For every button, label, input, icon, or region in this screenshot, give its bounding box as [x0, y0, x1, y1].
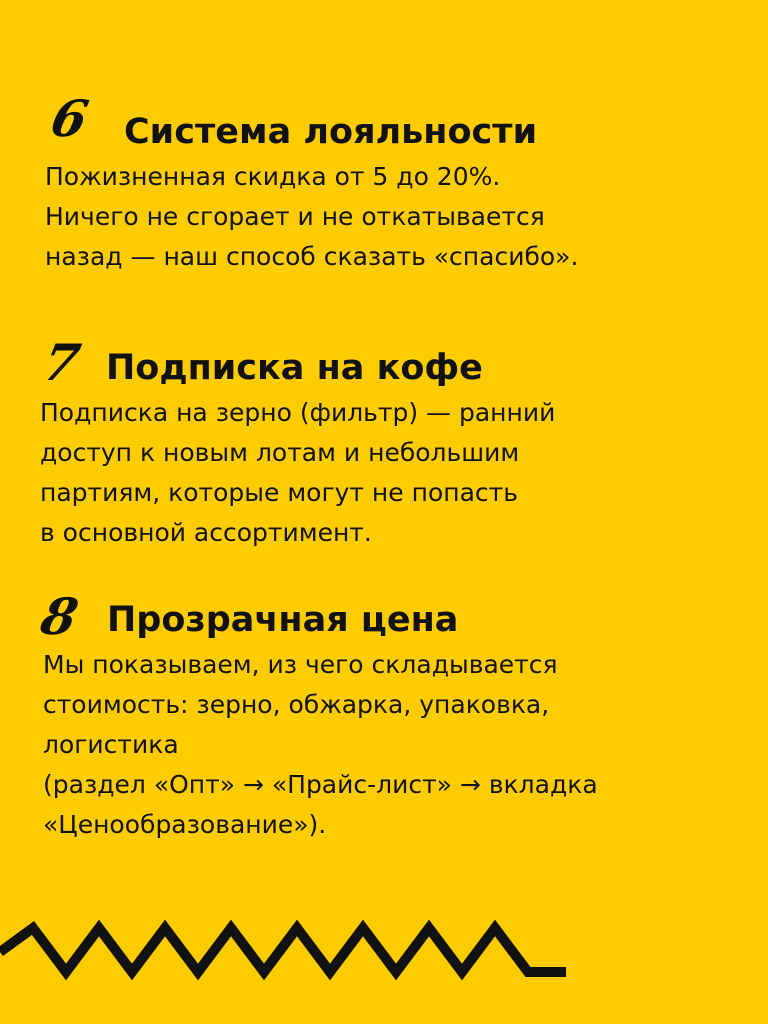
section-number: 6	[45, 89, 94, 148]
section-title: Система лояльности	[124, 112, 538, 152]
body-line: доступ к новым лотам и небольшим	[40, 438, 520, 467]
body-line: Подписка на зерно (фильтр) — ранний	[40, 398, 556, 427]
section-title: Подписка на кофе	[106, 348, 483, 388]
body-line: в основной ассортимент.	[40, 518, 372, 547]
section-number: 7	[37, 333, 86, 392]
section-number: 8	[35, 587, 84, 646]
body-line: Мы показываем, из чего складывается	[43, 650, 558, 679]
body-line: стоимость: зерно, обжарка, упаковка,	[43, 690, 550, 719]
body-line: (раздел «Опт» → «Прайс-лист» → вкладка	[43, 770, 598, 799]
zigzag-stroke	[0, 928, 566, 972]
body-line: логистика	[43, 730, 179, 759]
body-line: Пожизненная скидка от 5 до 20%.	[45, 162, 501, 191]
body-line: партиям, которые могут не попасть	[40, 478, 518, 507]
body-line: Ничего не сгорает и не откатывается	[45, 202, 545, 231]
body-line: назад — наш способ сказать «спасибо».	[45, 242, 579, 271]
section-title: Прозрачная цена	[107, 600, 459, 640]
body-line: «Ценообразование»).	[43, 810, 327, 839]
zigzag-line-icon	[0, 900, 768, 990]
section-body	[43, 645, 598, 845]
